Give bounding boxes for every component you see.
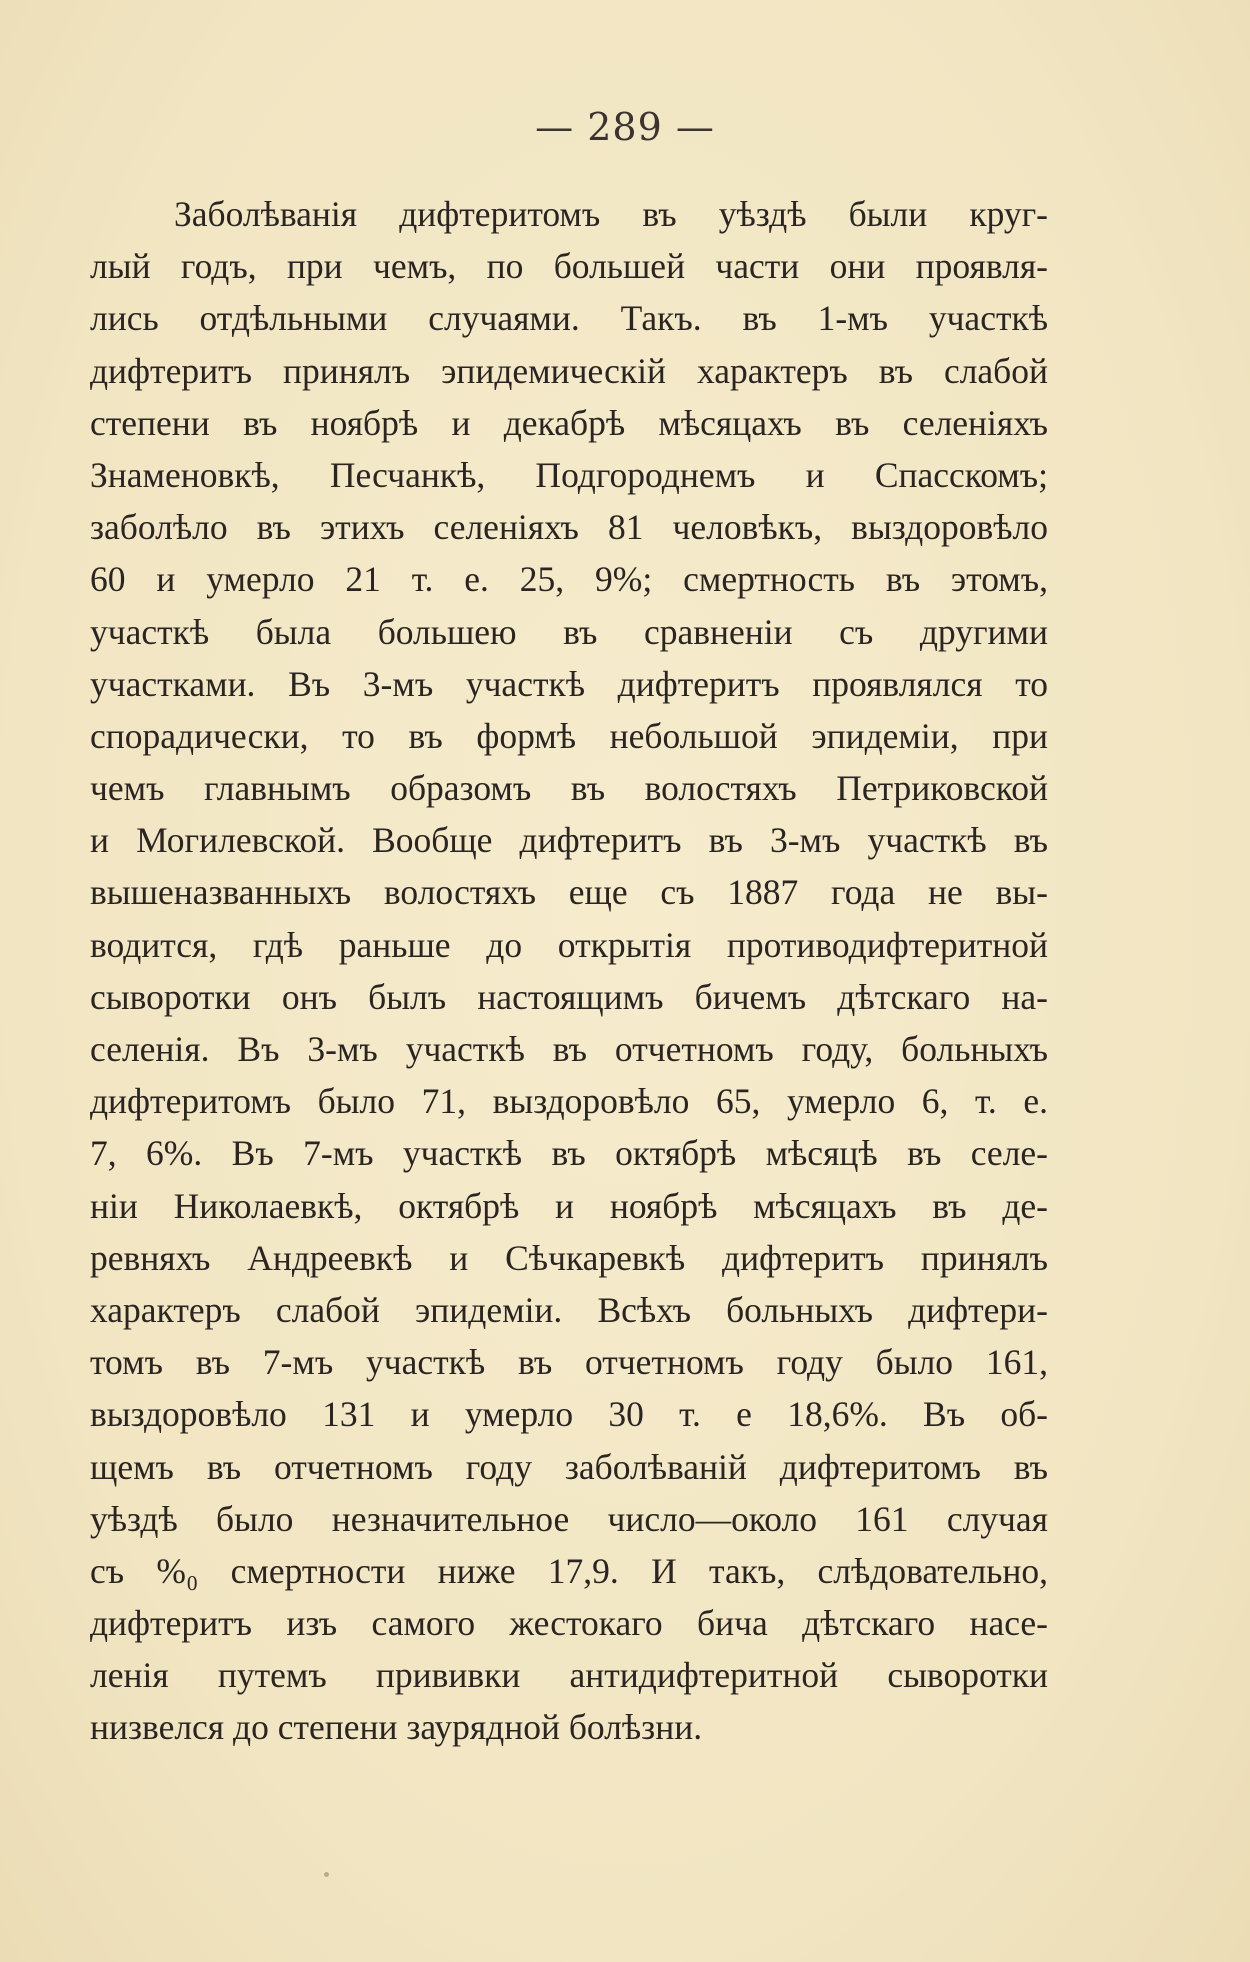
page-number: — 289 — <box>535 105 715 149</box>
body-paragraph <box>90 188 1048 1754</box>
text-line: щемъ въ отчетномъ году заболѣваній дифтеритомъ въ <box>90 1446 1048 1487</box>
text-line: характеръ слабой эпидеміи. Всѣхъ больныхъ дифтери- <box>90 1289 1048 1330</box>
text-line: уѣздѣ было незначительное число—около 161 случая <box>90 1498 1048 1539</box>
text-line: селенія. Въ 3-мъ участкѣ въ отчетномъ году, больныхъ <box>90 1029 1048 1069</box>
text-line: вышеназванныхъ волостяхъ еще съ 1887 года не вы- <box>90 872 1048 913</box>
text-line: ніи Николаевкѣ, октябрѣ и ноябрѣ мѣсяцахъ въ де- <box>90 1185 1048 1226</box>
text-line: Знаменовкѣ, Песчанкѣ, Подгороднемъ и Спасскомъ; <box>90 454 1048 495</box>
text-line: низвелся до степени заурядной болѣзни. <box>90 1707 703 1748</box>
text-line: и Могилевской. Вообще дифтеритъ въ 3-мъ участкѣ въ <box>90 820 1048 861</box>
text-line: дифтеритъ принялъ эпидемическій характеръ въ слабой <box>90 350 1048 391</box>
text-line: лый годъ, при чемъ, по большей части они проявля- <box>90 246 1048 287</box>
text-line: съ %₀ смертности ниже 17,9. И такъ, слѣдовательно, <box>90 1550 1048 1591</box>
text-line: лись отдѣльными случаями. Такъ. въ 1-мъ участкѣ <box>90 298 1048 339</box>
text-line: участками. Въ 3-мъ участкѣ дифтеритъ проявлялся то <box>90 663 1048 704</box>
text-line: чемъ главнымъ образомъ въ волостяхъ Петриковской <box>90 768 1048 809</box>
text-line: дифтеритъ изъ самого жестокаго бича дѣтскаго насе- <box>90 1603 1048 1644</box>
text-line: участкѣ была большею въ сравненіи съ другими <box>90 611 1048 652</box>
paper-speck <box>324 1872 329 1877</box>
text-line: томъ въ 7-мъ участкѣ въ отчетномъ году было 161, <box>90 1342 1048 1383</box>
text-line: Заболѣванія дифтеритомъ въ уѣздѣ были круг- <box>174 194 1048 234</box>
text-line: 7, 6%. Въ 7-мъ участкѣ въ октябрѣ мѣсяцѣ въ селе- <box>90 1133 1048 1174</box>
text-line: спорадически, то въ формѣ небольшой эпидеміи, при <box>90 715 1048 756</box>
text-line: водится, гдѣ раньше до открытія противодифтеритной <box>90 924 1048 965</box>
text-line: выздоровѣло 131 и умерло 30 т. е 18,6%. Въ об- <box>90 1394 1048 1435</box>
text-line: ревняхъ Андреевкѣ и Сѣчкаревкѣ дифтеритъ принялъ <box>90 1237 1048 1278</box>
text-line: 60 и умерло 21 т. е. 25, 9%; смертность въ этомъ, <box>90 559 1048 600</box>
text-line: ленія путемъ прививки антидифтеритной сыворотки <box>90 1655 1048 1696</box>
text-line: заболѣло въ этихъ селеніяхъ 81 человѣкъ, выздоровѣло <box>90 507 1048 548</box>
text-line: сыворотки онъ былъ настоящимъ бичемъ дѣтскаго на- <box>90 976 1048 1017</box>
text-line: дифтеритомъ было 71, выздоровѣло 65, умерло 6, т. е. <box>90 1081 1048 1122</box>
text-line: степени въ ноябрѣ и декабрѣ мѣсяцахъ въ селеніяхъ <box>90 402 1048 443</box>
